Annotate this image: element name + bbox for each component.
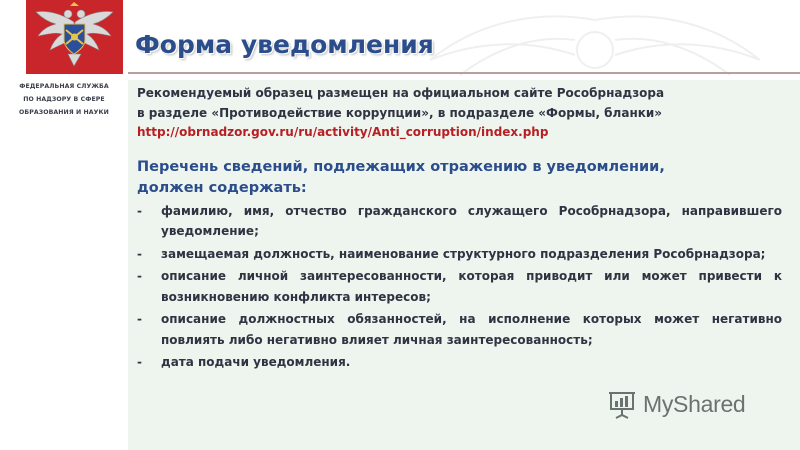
intro-line: Рекомендуемый образец размещен на официальном сайте Рособрнадзора — [137, 86, 665, 100]
bullet-dash: - — [137, 312, 142, 326]
eagle-emblem-icon — [26, 0, 123, 74]
agency-name — [0, 80, 128, 119]
list-item — [137, 266, 782, 307]
list-item — [137, 244, 782, 265]
list-item-text: описание должностных обязанностей, на исполнение которых может негативно повлиять либо негативно влияет личная заинтересованность; — [161, 312, 782, 347]
agency-name-line: ФЕДЕРАЛЬНАЯ СЛУЖБА — [19, 83, 109, 90]
bullet-dash: - — [137, 246, 142, 261]
list-item-text: замещаемая должность, наименование структурного подразделения Рособрнадзора; — [161, 246, 766, 261]
presentation-board-icon — [605, 387, 639, 421]
main-content — [137, 84, 782, 375]
title-divider — [128, 72, 800, 74]
list-item-text: описание личной заинтересованности, которая приводит или может привести к возникновению конфликта интересов; — [161, 269, 782, 304]
watermark-text: MyShared — [643, 390, 746, 417]
list-item — [137, 352, 782, 373]
list-item-text: дата подачи уведомления. — [161, 355, 351, 369]
agency-name-line: ОБРАЗОВАНИЯ И НАУКИ — [19, 109, 109, 116]
myshared-watermark — [605, 386, 745, 422]
bullet-dash: - — [137, 203, 142, 218]
page-title: Форма уведомления — [135, 30, 434, 59]
list-item — [137, 201, 782, 242]
agency-emblem — [26, 0, 123, 74]
list-heading — [137, 157, 782, 199]
list-item — [137, 309, 782, 350]
bullet-dash: - — [137, 355, 142, 369]
list-heading-line: должен содержать: — [137, 179, 307, 196]
requirements-list — [137, 201, 782, 373]
intro-line: в разделе «Противодействие коррупции», в подразделе «Формы, бланки» — [137, 105, 663, 120]
bullet-dash: - — [137, 269, 142, 283]
list-item-text: фамилию, имя, отчество гражданского служащего Рособрнадзора, направившего уведомление; — [161, 203, 782, 238]
list-heading-line: Перечень сведений, подлежащих отражению в уведомлении, — [137, 158, 665, 175]
source-url-link[interactable]: http://obrnadzor.gov.ru/ru/activity/Anti_corruption/index.php — [137, 125, 549, 139]
agency-name-line: ПО НАДЗОРУ В СФЕРЕ — [23, 96, 105, 103]
sidebar — [0, 0, 128, 450]
